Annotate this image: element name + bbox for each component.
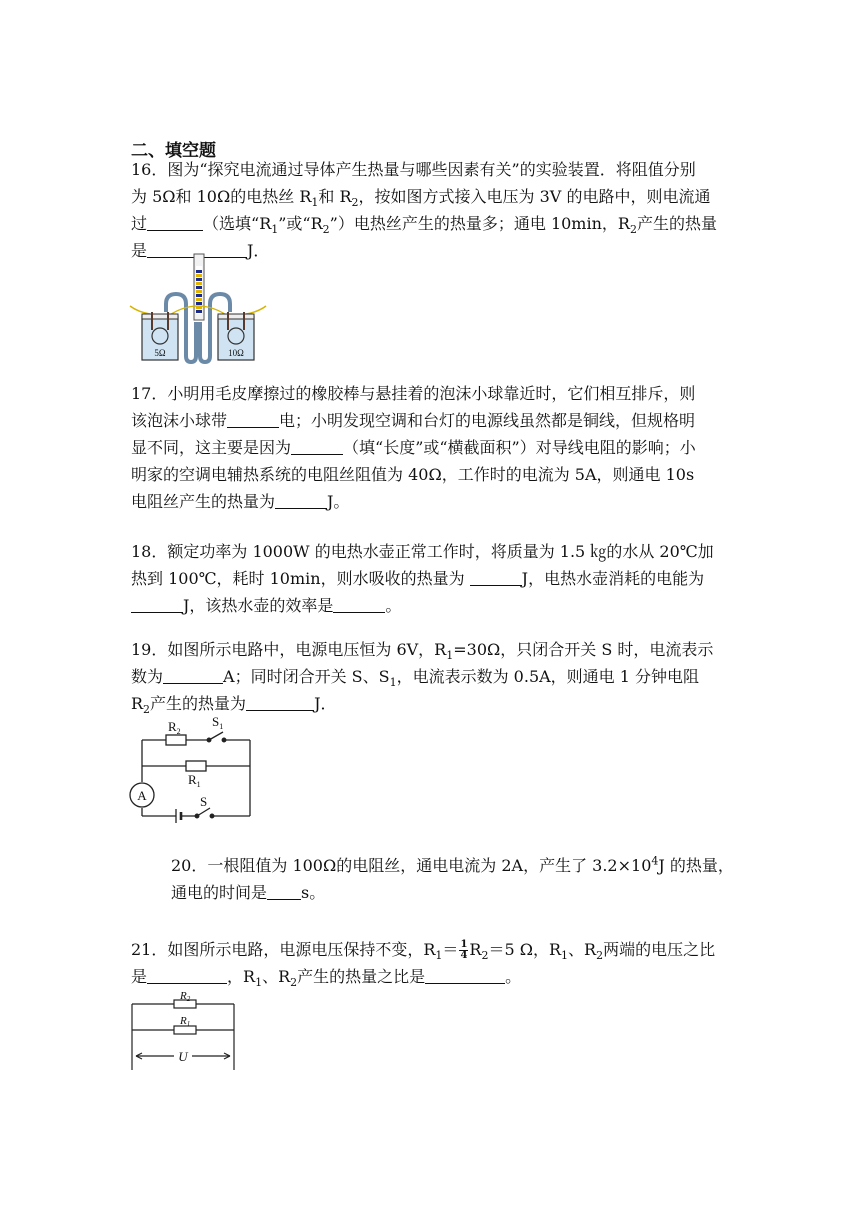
q16-line-2: 为 5Ω和 10Ω的电热丝 $R_1$和 $R_2$，按如图方式接入电压为 3V 的电路中，则电流通 — [131, 187, 711, 210]
heating-experiment-figure — [128, 252, 268, 364]
answer-blank[interactable] — [246, 692, 314, 711]
fraction-one-quarter: $\frac{1}{4}$ — [460, 939, 468, 961]
q17-line-2: 该泡沫小球带 电；小明发现空调和台灯的电源线虽然都是铜线，但规格明 — [131, 411, 696, 430]
answer-blank[interactable] — [425, 965, 505, 984]
question-16 — [131, 156, 731, 264]
q16-line-4: 是 J． — [131, 241, 270, 260]
answer-blank[interactable] — [291, 436, 343, 455]
question-17 — [131, 380, 731, 515]
fig-label-10ohm: 10Ω — [228, 348, 244, 358]
section-title: 二、填空题 — [131, 141, 216, 161]
q20-line-2: 通电的时间是 s。 — [171, 883, 326, 902]
question-19 — [131, 636, 731, 717]
answer-blank[interactable] — [470, 567, 522, 586]
q19-line-2: 数为 A；同时闭合开关 S、$S_1$，电流表示数为 0.5A，则通电 1 分钟电阻 — [131, 667, 700, 690]
circuit-figure-19 — [128, 712, 258, 828]
answer-blank[interactable] — [275, 490, 327, 509]
fig-r1-label: $R_1$ — [188, 772, 201, 789]
q18-line-3: J，该热水壶的效率是 。 — [131, 592, 731, 619]
fig-r1-label: R1 — [180, 1015, 191, 1028]
q18-line-1: 18．额定功率为 1000W 的电热水壶正常工作时，将质量为 1.5 ㎏的水从 20℃加 — [131, 542, 714, 561]
q21-line-2: 是 ，$R_1$、$R_2$产生的热量之比是 。 — [131, 967, 522, 990]
q19-line-3: $R_2$产生的热量为 J． — [131, 694, 337, 717]
q17-line-3: 显不同，这主要是因为 （填“长度”或“横截面积”）对导线电阻的影响；小 — [131, 438, 696, 457]
q16-line-1: 16．图为“探究电流通过导体产生热量与哪些因素有关”的实验装置．将阻值分别 — [131, 160, 696, 179]
fig-ammeter-label: A — [137, 788, 147, 803]
q17-line-1: 17．小明用毛皮摩擦过的橡胶棒与悬挂着的泡沫小球靠近时，它们相互排斥，则 — [131, 384, 696, 403]
q21-line-1: 21．如图所示电路，电源电压保持不变，$R_1=$ $\frac{1}{4}$ $R_2=5$ Ω，$R_1$、$R_2$两端的电压之比 — [131, 939, 716, 963]
circuit-figure-21 — [128, 990, 240, 1074]
answer-blank[interactable] — [131, 594, 183, 613]
answer-blank[interactable] — [147, 965, 227, 984]
question-20 — [171, 852, 734, 906]
answer-blank[interactable] — [227, 409, 279, 428]
q17-line-4: 明家的空调电辅热系统的电阻丝阻值为 40Ω，工作时的电流为 5A，则通电 10s — [131, 465, 695, 484]
answer-blank[interactable] — [267, 881, 301, 900]
q18-line-2: 热到 100℃，耗时 10min，则水吸收的热量为 J，电热水壶消耗的电能为 — [131, 569, 705, 588]
fig-voltage-label: U — [178, 1049, 188, 1064]
fig-r2-label: $R_2$ — [168, 719, 181, 736]
fig-r2-label: R2 — [180, 990, 191, 1003]
fig-s1-label: $S_1$ — [212, 714, 224, 731]
q20-line-1: 20．一根阻值为 100Ω的电阻丝，通电电流为 2A，产生了 $3.2\times 10^4J$ 的热量， — [171, 854, 734, 875]
fig-label-5ohm: 5Ω — [154, 348, 166, 358]
answer-blank[interactable] — [163, 665, 223, 684]
fig-s-label: S — [200, 794, 208, 809]
answer-blank[interactable] — [147, 212, 203, 231]
answer-blank[interactable] — [333, 594, 385, 613]
q16-line-3: 过 （选填“$R_1$”或“$R_2$”）电热丝产生的热量多；通电 10min，$R_2$产生的热量 — [131, 214, 717, 237]
question-21 — [131, 936, 731, 990]
q19-line-1: 19．如图所示电路中，电源电压恒为 6V，$R_1=30\Omega$，只闭合开关 S 时，电流表示 — [131, 640, 714, 663]
q17-line-5: 电阻丝产生的热量为 J。 — [131, 492, 350, 511]
question-18 — [131, 538, 731, 619]
